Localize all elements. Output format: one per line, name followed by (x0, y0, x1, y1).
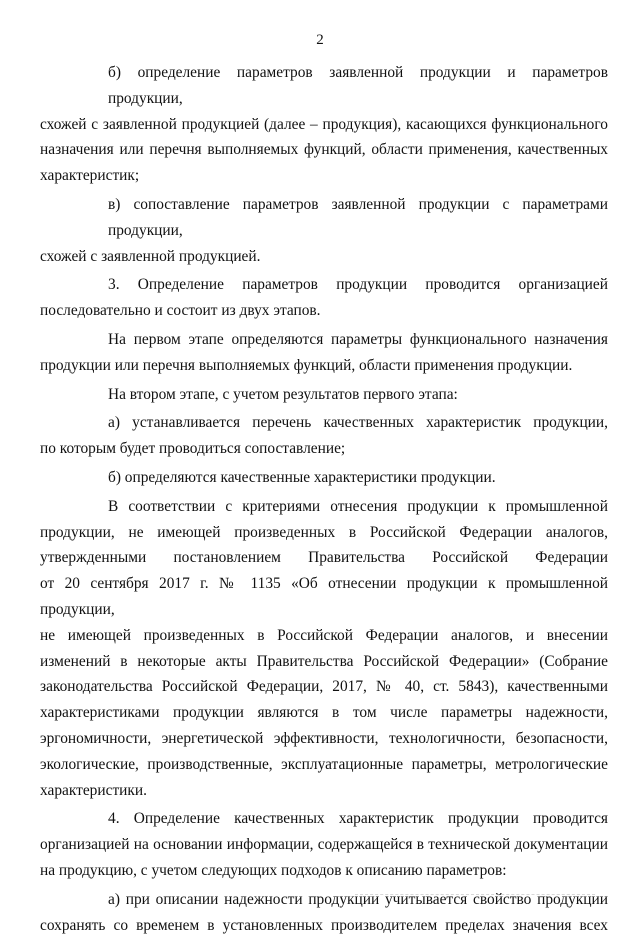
paragraph-item-3 (90, 272, 608, 324)
text-line: в) сопоставление параметров заявленной продукции с параметрами продукции, (90, 192, 608, 244)
text-line: экологические, производственные, эксплуатационные параметры, метрологические (40, 752, 608, 778)
text-line: 4. Определение качественных характеристик продукции проводится (90, 806, 608, 832)
text-line: эргономичности, энергетической эффективности, технологичности, безопасности, (40, 726, 608, 752)
paragraph-item-4 (90, 806, 608, 883)
paragraph-item-b (90, 465, 608, 491)
text-line: не имеющей произведенных в Российской Федерации аналогов, и внесении (40, 623, 608, 649)
text-line: б) определяются качественные характеристики продукции. (90, 465, 608, 491)
text-line: по которым будет проводиться сопоставление; (40, 436, 608, 462)
text-line: 3. Определение параметров продукции проводится организацией (90, 272, 608, 298)
text-line: а) устанавливается перечень качественных характеристик продукции, (90, 410, 608, 436)
text-line: продукции, не имеющей произведенных в Российской Федерации аналогов, (40, 520, 608, 546)
page-number: 2 (0, 30, 640, 50)
text-line: последовательно и состоит из двух этапов. (40, 298, 608, 324)
paragraph-criteria (90, 494, 608, 804)
text-line: характеристиками продукции являются в том числе параметры надежности, (40, 700, 608, 726)
paragraph-comparison-v (90, 192, 608, 269)
text-line: сохранять со временем в установленных производителем пределах значения всех (40, 913, 608, 938)
text-line: организацией на основании информации, содержащейся в технической документации (40, 832, 608, 858)
text-line: характеристики. (40, 778, 608, 804)
paragraph-item-a (90, 410, 608, 462)
text-line: схожей с заявленной продукцией. (40, 244, 608, 270)
text-line: схожей с заявленной продукцией (далее – продукция), касающихся функционального (40, 112, 608, 138)
text-line: На первом этапе определяются параметры функционального назначения (90, 327, 608, 353)
text-line: а) при описании надежности продукции учитывается свойство продукции (90, 887, 608, 913)
text-line: изменений в некоторые акты Правительства Российской Федерации» (Собрание (40, 649, 608, 675)
paragraph-definition-b (90, 60, 608, 189)
paragraph-first-stage (90, 327, 608, 379)
text-line: утвержденными постановлением Правительства Российской Федерации (40, 545, 608, 571)
text-line: от 20 сентября 2017 г. № 1135 «Об отнесении продукции к промышленной продукции, (40, 571, 608, 623)
text-line: На втором этапе, с учетом результатов первого этапа: (90, 382, 608, 408)
text-line: законодательства Российской Федерации, 2017, № 40, ст. 5843), качественными (40, 674, 608, 700)
text-line: продукции или перечня выполняемых функций, области применения продукции. (40, 353, 608, 379)
text-line: назначения или перечня выполняемых функций, области применения, качественных (40, 137, 608, 163)
text-line: В соответствии с критериями отнесения продукции к промышленной (90, 494, 608, 520)
text-line: б) определение параметров заявленной продукции и параметров продукции, (90, 60, 608, 112)
paragraph-second-stage (90, 382, 608, 408)
document-body (90, 60, 608, 938)
text-line: на продукцию, с учетом следующих подходов к описанию параметров: (40, 858, 608, 884)
text-line: характеристик; (40, 163, 608, 189)
scan-artifact (355, 894, 595, 899)
